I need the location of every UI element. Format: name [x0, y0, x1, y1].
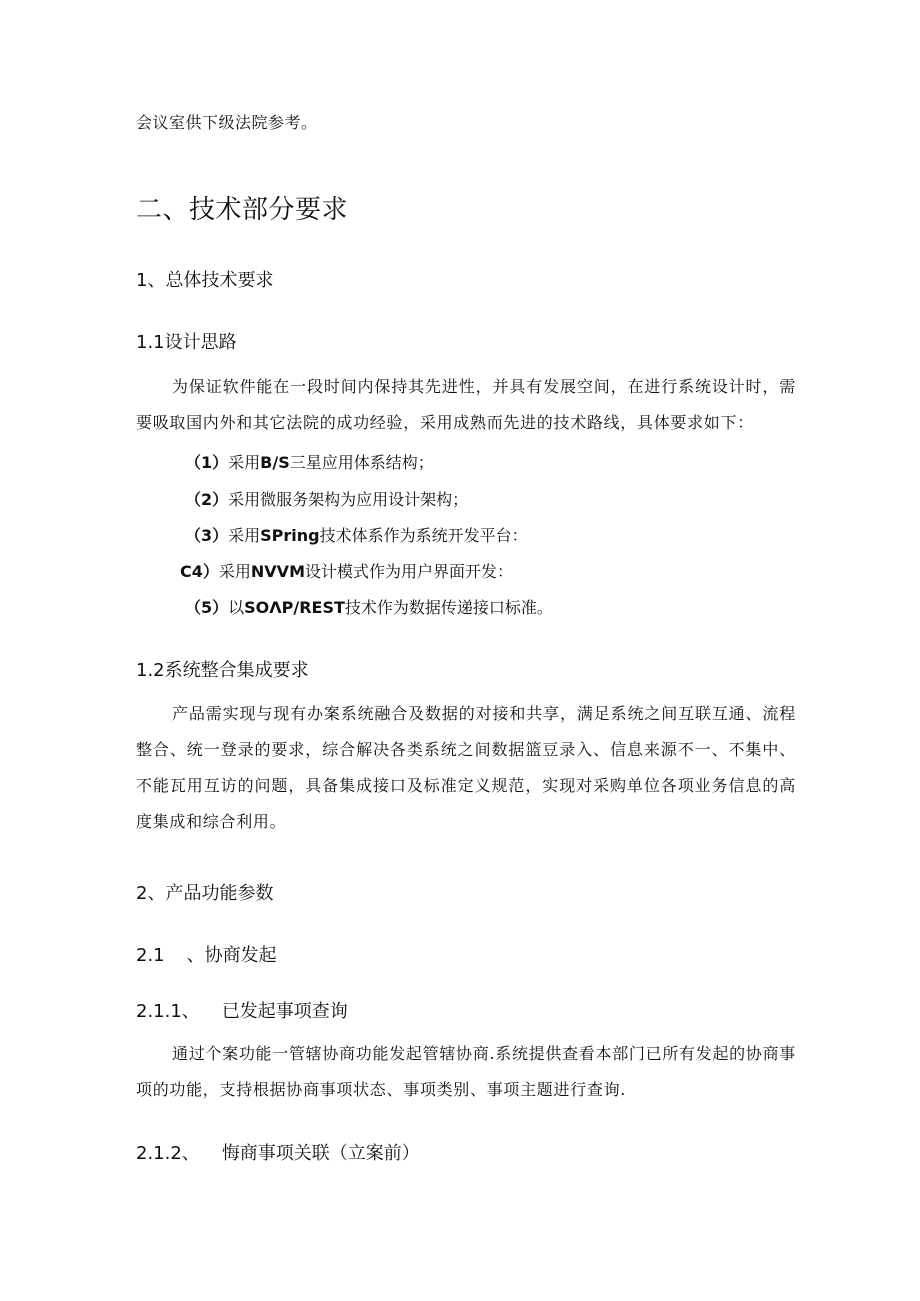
list-text: 采用微服务架构为应用设计架构； — [228, 490, 469, 509]
list-text: 采用 — [228, 526, 261, 545]
heading-design-approach: 1.1设计思路 — [136, 332, 237, 353]
list-item — [185, 595, 553, 618]
heading-number: 2.1.2、 — [136, 1143, 200, 1164]
heading-title: 悔商事项关联（立案前） — [221, 1143, 420, 1164]
heading-product-parameters: 2、产品功能参数 — [136, 883, 274, 904]
list-text: 采用 — [218, 562, 251, 581]
heading-2-1-1 — [136, 997, 348, 1023]
list-item — [185, 523, 528, 546]
heading-title: 已发起事项查询 — [221, 1001, 348, 1022]
heading-2-1 — [136, 941, 277, 967]
heading-overall-requirements: 1、总体技术要求 — [136, 270, 274, 291]
heading-title: 、协商发起 — [186, 945, 277, 966]
paragraph-design-approach: 为保证软件能在一段时间内保持其先进性，并具有发展空间，在进行系统设计时，需要吸取国内外和其它法院的成功经验，采用成熟而先进的技术路线，具体要求如下： — [136, 377, 796, 432]
list-item — [185, 487, 468, 510]
list-text: 技术体系作为系统开发平台： — [319, 526, 528, 545]
continuation-text: 会议室供下级法院参考。 — [136, 113, 318, 132]
paragraph-integration: 产品需实现与现有办案系统融合及数据的对接和共享，满足系统之间互联互通、流程整合、统一登录的要求，综合解决各类系统之间数据篮豆录入、信息来源不一、不集中、不能瓦用互访的问题，具备集成接口及标准定义规范，实现对采购单位各项业务信息的高度集成和综合利用。 — [136, 704, 796, 831]
list-marker: C4） — [180, 562, 219, 581]
list-marker: （1） — [185, 453, 229, 472]
list-marker: （2） — [185, 490, 229, 509]
list-term: SPring — [260, 526, 320, 545]
heading-integration-requirements: 1.2系统整合集成要求 — [136, 660, 309, 681]
list-item — [185, 450, 434, 473]
section-title: 二、技术部分要求 — [136, 195, 349, 225]
list-text: 采用 — [228, 453, 261, 472]
list-term: NVVM — [250, 562, 305, 581]
list-term: B/S — [260, 453, 290, 472]
heading-number: 2.1.1、 — [136, 1001, 200, 1022]
heading-2-1-2 — [136, 1139, 420, 1165]
list-text: 技术作为数据传递接口标准。 — [344, 598, 553, 617]
list-text: 设计模式作为用户界面开发： — [304, 562, 513, 581]
paragraph-2-1-1: 通过个案功能一管辖协商功能发起管辖协商.系统提供查看本部门已所有发起的协商事项的功能，支持根据协商事项状态、事项类别、事项主题进行查询. — [136, 1044, 796, 1099]
heading-number: 2.1 — [136, 945, 165, 966]
list-text: 三星应用体系结构； — [289, 453, 434, 472]
list-text: 以 — [228, 598, 245, 617]
list-item — [180, 559, 513, 582]
list-marker: （3） — [185, 526, 229, 545]
list-marker: （5） — [185, 598, 229, 617]
list-term: SOΛP/REST — [244, 598, 345, 617]
